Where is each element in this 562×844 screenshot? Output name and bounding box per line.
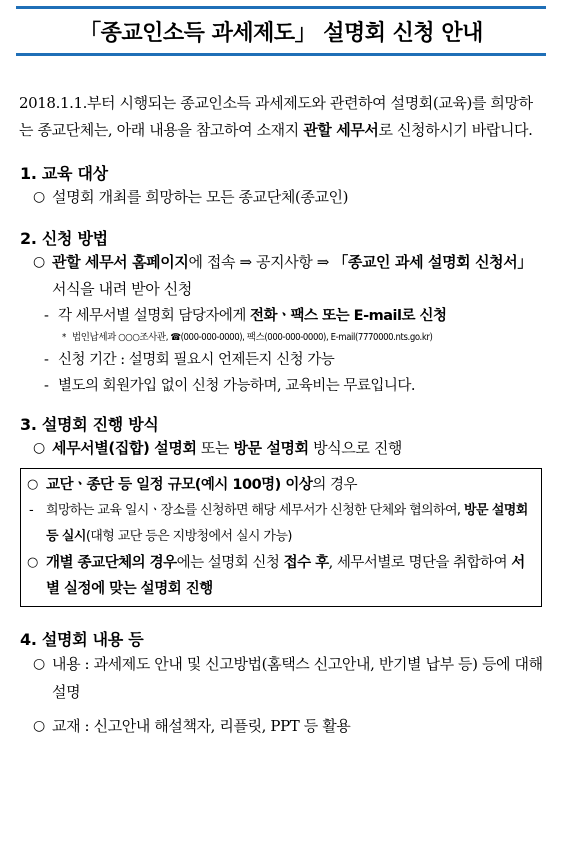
contact-note [16,329,546,347]
form-name-text: 「종교인 과세 설명회 신청서」 [333,253,532,271]
circle-bullet-icon: ○ [33,254,45,270]
section-2-dash-2 [16,347,546,373]
box-item-2-text-1: 에는 설명회 신청 [176,555,284,571]
section-2-item-text-1: 에 접속 ⇒ 공지사항 ⇒ [188,253,334,271]
circle-bullet-icon: ○ [27,477,38,492]
box-dash-1-bold: 방문 설명회 등 실시 [46,503,528,544]
box-dash-1-tail: (대형 교단 등은 지방청에서 실시 가능) [85,529,292,544]
contact-note-text: 법인납세과 ○○○조사관, ☎(000-000-0000), 팩스(000-000-0000), E-mail(7770000.nts.go.kr) [72,332,433,343]
section-4-item-1-text: 내용 : 과세제도 안내 및 신고방법(홈택스 신고안내, 반기별 납부 등) 등에 대해 설명 [52,655,543,701]
box-item-1-bold: 교단ㆍ종단 등 일정 규모(예시 100명) 이상 [46,477,313,493]
section-4-item-2-text: 교재 : 신고안내 해설책자, 리플릿, PPT 등 활용 [52,717,351,735]
section-3-item [16,435,546,462]
section-4-item-2 [16,712,546,740]
contact-method-text: 전화ㆍ팩스 또는 E-mail [250,308,402,324]
box-item-2-bold-2: 접수 후 [283,555,329,571]
asterisk-mark: * [62,332,66,343]
intro-text-2: 로 신청하시기 바랍니다. [378,121,533,139]
section-1-heading: 1. 교육 대상 [20,164,108,183]
dash-2-text: 신청 기간 : 설명회 필요시 언제든지 신청 가능 [58,352,335,368]
visit-session-text: 방문 설명회 [233,439,309,457]
homepage-text: 관할 세무서 홈페이지 [52,253,189,271]
dash-bullet: - [29,503,34,518]
box-dash-1 [21,498,541,550]
box-dash-1-text: 희망하는 교육 일시ㆍ장소를 신청하면 해당 세무서가 신청한 단체와 협의하여, [46,503,464,518]
section-2-heading: 2. 신청 방법 [20,229,108,248]
circle-bullet-icon: ○ [33,440,45,456]
dash-bullet: - [44,308,49,324]
section-2-item-text-2: 서식을 내려 받아 신청 [52,280,192,298]
document-title: 「종교인소득 과세제도」 설명회 신청 안내 [79,20,483,46]
box-item-1 [21,472,541,498]
dash-bullet: - [44,378,49,394]
dash-bullet: - [44,352,49,368]
section-1-item-text: 설명회 개최를 희망하는 모든 종교단체(종교인) [52,188,349,206]
section-3-item-text-1: 또는 [196,439,234,457]
section-2-item [16,249,546,303]
intro-paragraph [16,90,546,144]
section-1-item [16,184,546,211]
circle-bullet-icon: ○ [33,189,45,205]
circle-bullet-icon: ○ [33,718,45,734]
progress-method-box [20,468,542,607]
box-item-1-text: 의 경우 [312,477,358,493]
section-3-heading: 3. 설명회 진행 방식 [20,415,159,434]
title-bar [16,6,546,56]
circle-bullet-icon: ○ [33,656,45,672]
dash-3-text: 별도의 회원가입 없이 신청 가능하며, 교육비는 무료입니다. [58,378,416,394]
intro-text-1: 2018.1.1.부터 시행되는 종교인소득 과세제도와 관련하여 설명회(교육)를 희망하는 종교단체는, 아래 내용을 참고하여 소재지 [19,94,533,139]
section-2-dash-3 [16,373,546,399]
circle-bullet-icon: ○ [27,555,38,570]
box-item-2-bold-3: 서별 실정에 맞는 설명회 진행 [46,555,525,597]
box-item-2-text-2: , 세무서별로 명단을 취합하여 [328,555,512,571]
intro-bold: 관할 세무서 [303,121,379,139]
section-4-item-1 [16,650,546,706]
section-4-heading: 4. 설명회 내용 등 [20,630,144,649]
box-item-2-bold-1: 개별 종교단체의 경우 [46,555,177,571]
dash-1-tail: 로 신청 [401,308,447,324]
group-session-text: 세무서별(집합) 설명회 [52,439,197,457]
box-item-2 [21,550,541,602]
section-3-item-text-2: 방식으로 진행 [308,439,403,457]
dash-1-text: 각 세무서별 설명회 담당자에게 [58,308,251,324]
section-2-dash-1 [16,303,546,329]
